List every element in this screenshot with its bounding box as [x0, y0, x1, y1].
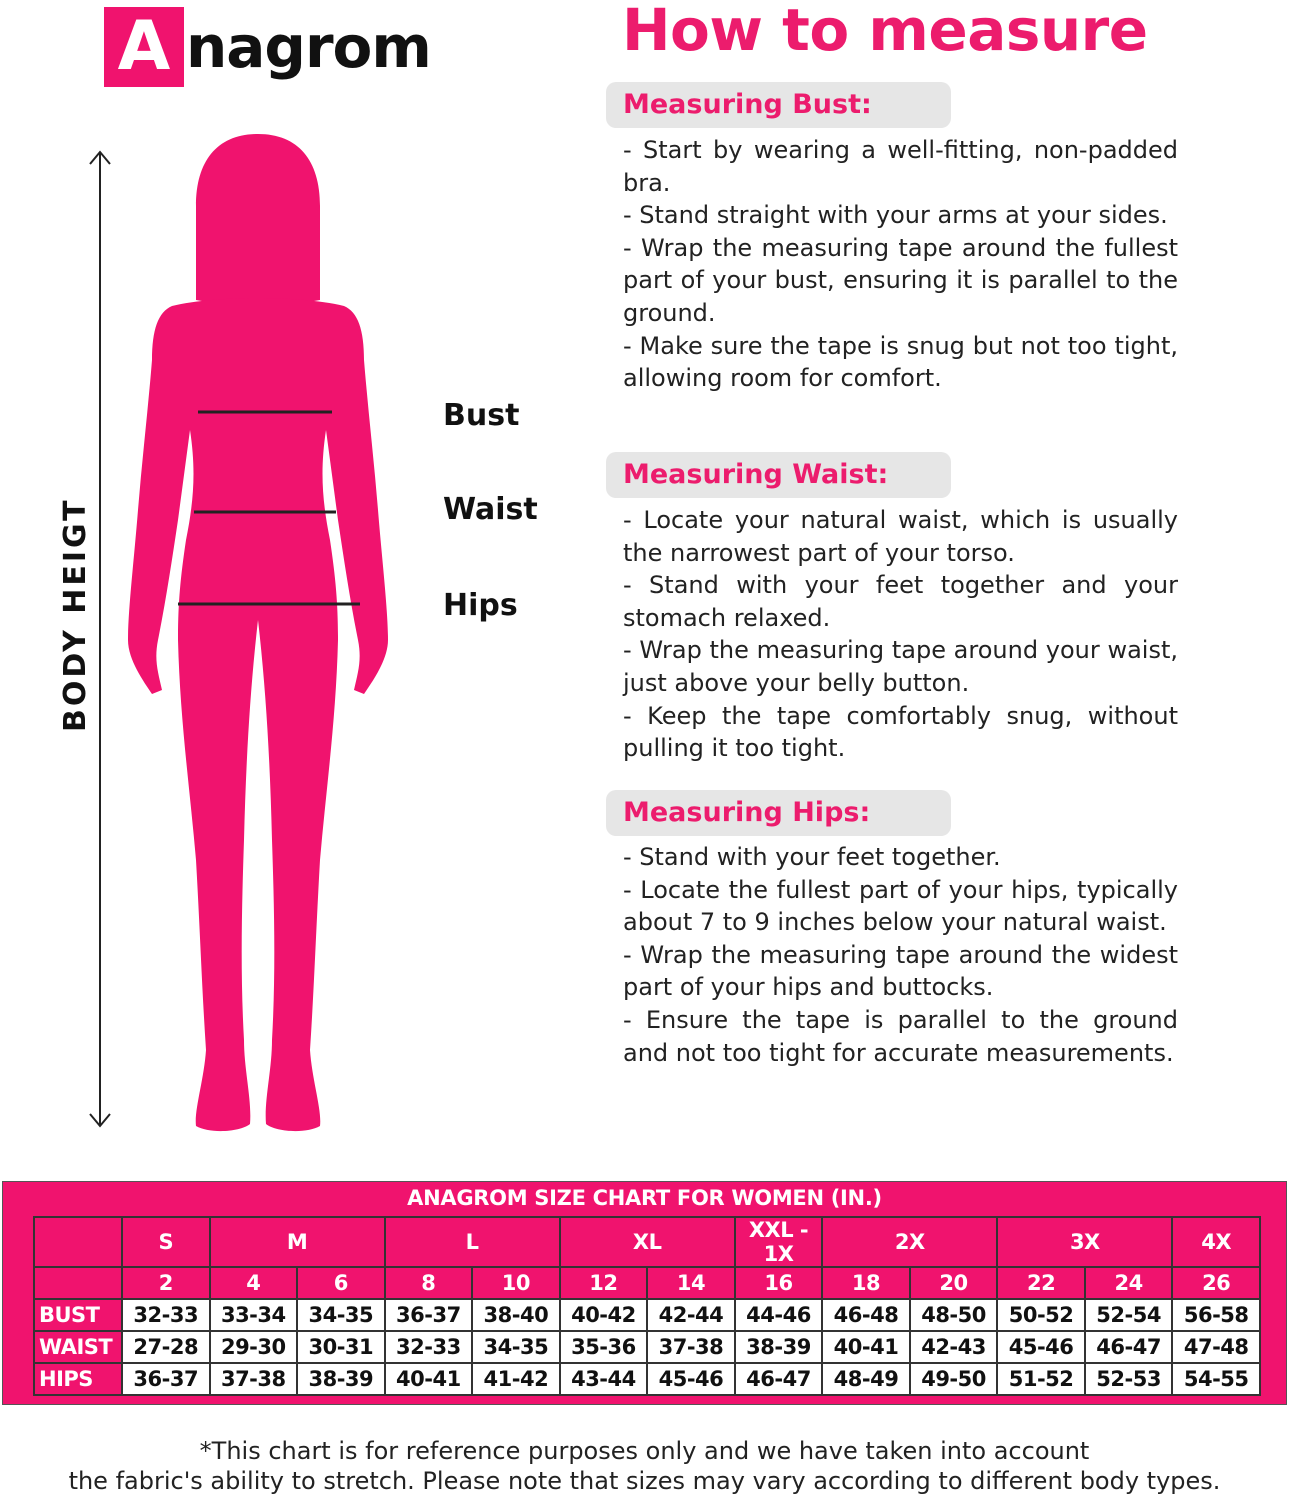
measurement-cell: 42-44 [647, 1299, 735, 1331]
numeric-size-header: 26 [1172, 1267, 1260, 1299]
footnote-line: the fabric's ability to stretch. Please note that sizes may vary according to different body types. [68, 1467, 1221, 1495]
numeric-size-header: 12 [560, 1267, 648, 1299]
measurement-cell: 49-50 [910, 1363, 998, 1395]
corner-cell [34, 1267, 122, 1299]
waist-section-heading: Measuring Waist: [606, 452, 951, 498]
size-group-header: 2X [822, 1217, 997, 1267]
numeric-size-row [34, 1267, 1260, 1299]
hips-label: Hips [443, 588, 518, 623]
hips-section-heading: Measuring Hips: [606, 790, 951, 836]
measurement-cell: 32-33 [122, 1299, 210, 1331]
bust-instructions [623, 134, 1178, 395]
measurement-cell: 38-40 [472, 1299, 560, 1331]
measurement-cell: 46-47 [1085, 1331, 1173, 1363]
instruction-line: - Stand with your feet together. [623, 843, 1001, 871]
size-group-header: 4X [1172, 1217, 1260, 1267]
bust-label: Bust [443, 398, 520, 433]
measurement-cell: 43-44 [560, 1363, 648, 1395]
measurement-cell: 52-53 [1085, 1363, 1173, 1395]
instruction-line: - Stand with your feet together and your stomach relaxed. [623, 571, 1178, 632]
instruction-line: - Wrap the measuring tape around the widest part of your hips and buttocks. [623, 940, 1178, 1002]
size-chart-title: ANAGROM SIZE CHART FOR WOMEN (IN.) [407, 1186, 882, 1210]
numeric-size-header: 6 [297, 1267, 385, 1299]
measurement-cell: 46-48 [822, 1299, 910, 1331]
row-label: WAIST [34, 1331, 122, 1363]
numeric-size-header: 10 [472, 1267, 560, 1299]
measurement-cell: 41-42 [472, 1363, 560, 1395]
measurement-cell: 40-42 [560, 1299, 648, 1331]
height-arrow [90, 152, 110, 1126]
measurement-cell: 34-35 [472, 1331, 560, 1363]
footnote-line: *This chart is for reference purposes only and we have taken into account [199, 1437, 1090, 1465]
row-label: HIPS [34, 1363, 122, 1395]
table-row-waist [34, 1331, 1260, 1363]
measurement-cell: 33-34 [210, 1299, 298, 1331]
table-row-bust [34, 1299, 1260, 1331]
size-group-header: 3X [997, 1217, 1172, 1267]
measurement-cell: 27-28 [122, 1331, 210, 1363]
size-group-header: XXL - 1X [735, 1217, 823, 1267]
instruction-line: - Wrap the measuring tape around your waist, just above your belly button. [623, 636, 1178, 697]
disclaimer-footnote [0, 1436, 1289, 1496]
numeric-size-header: 20 [910, 1267, 998, 1299]
instruction-line: - Stand straight with your arms at your sides. [623, 201, 1168, 230]
size-group-header: S [122, 1217, 210, 1267]
size-chart-table [33, 1216, 1261, 1396]
instruction-line: - Locate the fullest part of your hips, typically about 7 to 9 inches below your natural waist. [623, 875, 1178, 937]
corner-cell [34, 1217, 122, 1267]
numeric-size-header: 18 [822, 1267, 910, 1299]
size-group-header: L [385, 1217, 560, 1267]
measurement-cell: 36-37 [122, 1363, 210, 1395]
bust-section-heading: Measuring Bust: [606, 82, 951, 128]
measurement-cell: 51-52 [997, 1363, 1085, 1395]
instruction-line: - Wrap the measuring tape around the fullest part of your bust, ensuring it is parallel to the ground. [623, 233, 1178, 327]
size-group-row [34, 1217, 1260, 1267]
measurement-cell: 38-39 [297, 1363, 385, 1395]
instruction-line: - Start by wearing a well-fitting, non-padded bra. [623, 136, 1178, 197]
measurement-cell: 37-38 [647, 1331, 735, 1363]
size-chart [2, 1181, 1287, 1405]
woman-silhouette [128, 134, 388, 1131]
numeric-size-header: 4 [210, 1267, 298, 1299]
brand-logo [104, 4, 431, 90]
numeric-size-header: 22 [997, 1267, 1085, 1299]
numeric-size-header: 16 [735, 1267, 823, 1299]
measurement-cell: 50-52 [997, 1299, 1085, 1331]
measurement-cell: 56-58 [1172, 1299, 1260, 1331]
body-height-label: BODY HEIGT [58, 497, 93, 732]
numeric-size-header: 2 [122, 1267, 210, 1299]
measurement-cell: 35-36 [560, 1331, 648, 1363]
measurement-cell: 29-30 [210, 1331, 298, 1363]
table-row-hips [34, 1363, 1260, 1395]
measurement-cell: 40-41 [385, 1363, 473, 1395]
size-group-header: M [210, 1217, 385, 1267]
page-title: How to measure [622, 0, 1148, 64]
hips-instructions [623, 841, 1178, 1069]
instruction-line: - Keep the tape comfortably snug, without pulling it too tight. [623, 701, 1178, 763]
instruction-line: - Ensure the tape is parallel to the ground and not too tight for accurate measurements. [623, 1005, 1178, 1067]
numeric-size-header: 14 [647, 1267, 735, 1299]
logo-letter-box: A [104, 7, 184, 87]
measurement-cell: 37-38 [210, 1363, 298, 1395]
waist-instructions [623, 504, 1178, 765]
measurement-cell: 46-47 [735, 1363, 823, 1395]
measurement-cell: 45-46 [997, 1331, 1085, 1363]
instruction-line: - Locate your natural waist, which is usually the narrowest part of your torso. [623, 506, 1178, 567]
measurement-cell: 48-50 [910, 1299, 998, 1331]
measurement-rows [34, 1299, 1260, 1395]
measurement-cell: 48-49 [822, 1363, 910, 1395]
measurement-cell: 34-35 [297, 1299, 385, 1331]
measurement-cell: 32-33 [385, 1331, 473, 1363]
measurement-cell: 40-41 [822, 1331, 910, 1363]
measurement-cell: 45-46 [647, 1363, 735, 1395]
measurement-cell: 54-55 [1172, 1363, 1260, 1395]
row-label: BUST [34, 1299, 122, 1331]
measurement-cell: 42-43 [910, 1331, 998, 1363]
measurement-cell: 30-31 [297, 1331, 385, 1363]
measurement-cell: 47-48 [1172, 1331, 1260, 1363]
numeric-size-header: 24 [1085, 1267, 1173, 1299]
measurement-cell: 52-54 [1085, 1299, 1173, 1331]
measurement-cell: 36-37 [385, 1299, 473, 1331]
logo-wordmark: nagrom [186, 13, 431, 81]
size-group-header: XL [560, 1217, 735, 1267]
instruction-line: - Make sure the tape is snug but not too tight, allowing room for comfort. [623, 331, 1178, 393]
measurement-cell: 38-39 [735, 1331, 823, 1363]
waist-label: Waist [443, 492, 538, 527]
numeric-size-header: 8 [385, 1267, 473, 1299]
measurement-cell: 44-46 [735, 1299, 823, 1331]
